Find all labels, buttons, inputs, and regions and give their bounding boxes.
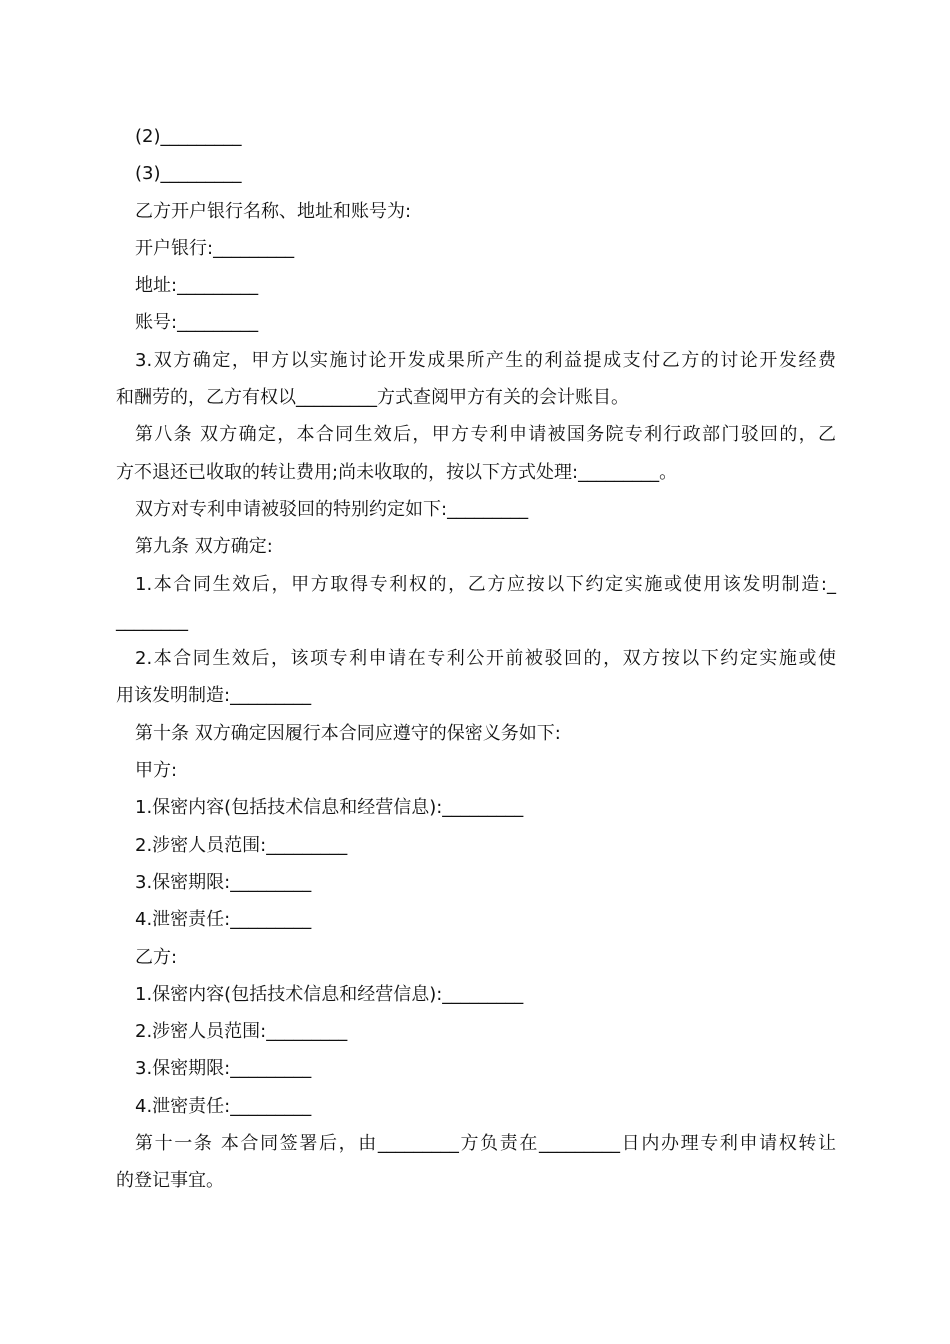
article-9-item-1-line-1: 1.本合同生效后，甲方取得专利权的，乙方应按以下约定实施或使用该发明制造:_ <box>135 573 836 595</box>
account-field: 账号:_________ <box>135 312 259 334</box>
party-a-label: 甲方: <box>135 760 178 782</box>
article-11-line-2: 的登记事宜。 <box>116 1170 224 1192</box>
article-9-item-1-line-2: ________ <box>116 610 188 632</box>
rejection-special-agreement: 双方对专利申请被驳回的特别约定如下:_________ <box>135 498 529 520</box>
article-8-line-2: 方不退还已收取的转让费用;尚未收取的，按以下方式处理:_________。 <box>116 461 678 483</box>
article-9-heading: 第九条 双方确定: <box>135 536 273 558</box>
party-b-item-4: 4.泄密责任:_________ <box>135 1095 312 1117</box>
party-a-item-2: 2.涉密人员范围:_________ <box>135 834 348 856</box>
party-a-item-1: 1.保密内容(包括技术信息和经营信息):_________ <box>135 797 524 819</box>
party-b-item-2: 2.涉密人员范围:_________ <box>135 1021 348 1043</box>
list-item-3: (3)_________ <box>135 163 242 185</box>
clause-3-line-1: 3.双方确定，甲方以实施讨论开发成果所产生的利益提成支付乙方的讨论开发经费 <box>135 349 836 371</box>
article-9-item-2-line-2: 用该发明制造:_________ <box>116 685 312 707</box>
article-10-heading: 第十条 双方确定因履行本合同应遵守的保密义务如下: <box>135 722 561 744</box>
bank-name-field: 开户银行:_________ <box>135 237 295 259</box>
document-body <box>116 118 836 1200</box>
clause-3-line-2: 和酬劳的，乙方有权以_________方式查阅甲方有关的会计账目。 <box>116 387 629 409</box>
party-b-item-3: 3.保密期限:_________ <box>135 1058 312 1080</box>
article-9-item-2-line-1: 2.本合同生效后，该项专利申请在专利公开前被驳回的，双方按以下约定实施或使 <box>135 648 836 670</box>
party-a-item-3: 3.保密期限:_________ <box>135 871 312 893</box>
article-11-line-1: 第十一条 本合同签署后，由_________方负责在_________日内办理专利申请权转让 <box>135 1133 836 1155</box>
list-item-2: (2)_________ <box>135 126 242 147</box>
article-8-line-1: 第八条 双方确定，本合同生效后，甲方专利申请被国务院专利行政部门驳回的，乙 <box>135 424 836 446</box>
party-b-label: 乙方: <box>135 946 178 968</box>
address-field: 地址:_________ <box>135 275 259 297</box>
party-a-item-4: 4.泄密责任:_________ <box>135 909 312 931</box>
party-b-item-1: 1.保密内容(包括技术信息和经营信息):_________ <box>135 983 524 1005</box>
bank-info-heading: 乙方开户银行名称、地址和账号为: <box>135 200 412 222</box>
